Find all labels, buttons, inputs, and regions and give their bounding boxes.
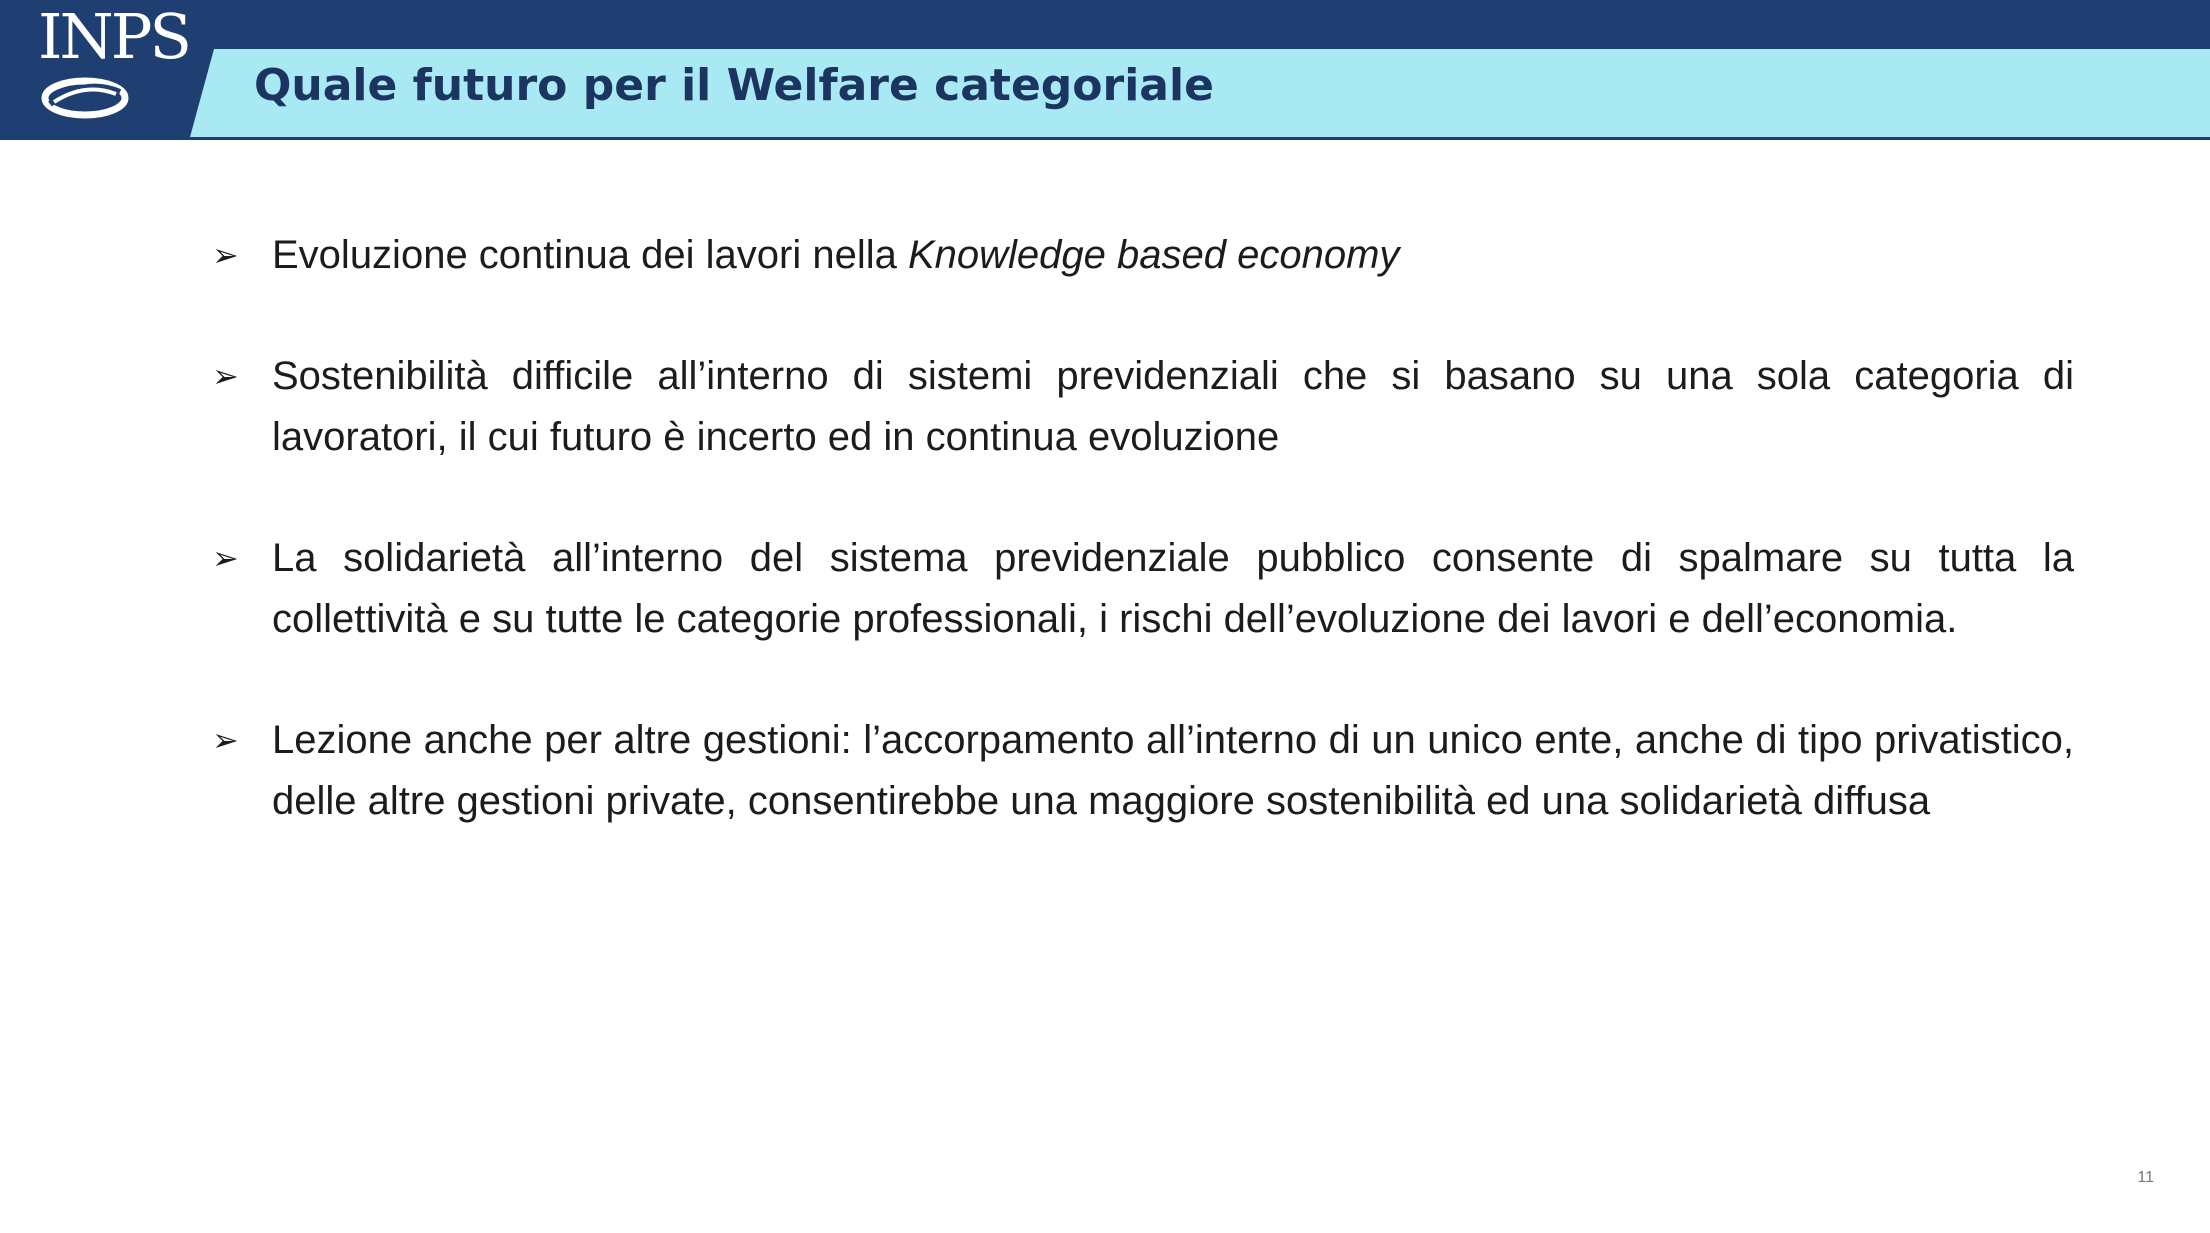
bullet-item xyxy=(212,710,2074,832)
inps-logo xyxy=(28,0,189,128)
logo-swirl-icon xyxy=(40,72,130,122)
bullet-item xyxy=(212,528,2074,650)
page-title: Quale futuro per il Welfare categoriale xyxy=(254,60,1214,111)
bullet-item xyxy=(212,346,2074,468)
bullet-text: Sostenibilità difficile all’interno di sistemi previdenziali che si basano su una sola categoria di lavoratori, il cui futuro è incerto ed in continua evoluzione xyxy=(272,354,2074,459)
bullet-text: La solidarietà all’interno del sistema previdenziale pubblico consente di spalmare su tutta la collettività e su tutte le categorie professionali, i rischi dell’evoluzione dei lavori e dell’economia. xyxy=(272,536,2074,641)
bullet-arrow-icon: ➢ xyxy=(212,357,239,395)
bullet-arrow-icon: ➢ xyxy=(212,539,239,577)
bullet-arrow-icon: ➢ xyxy=(212,236,239,274)
page-number: 11 xyxy=(2137,1169,2154,1186)
bullet-item xyxy=(212,225,2074,286)
bullet-text: Evoluzione continua dei lavori nella xyxy=(272,233,908,277)
bullet-text-italic: Knowledge based economy xyxy=(907,233,1400,277)
logo-text: INPS xyxy=(38,0,189,73)
bullet-list xyxy=(212,225,2074,892)
bullet-text: Lezione anche per altre gestioni: l’accorpamento all’interno di un unico ente, anche di tipo privatistico, delle altre gestioni private, consentirebbe una maggiore sostenibilità ed una solidarietà diffusa xyxy=(272,718,2074,823)
bullet-arrow-icon: ➢ xyxy=(212,721,239,759)
